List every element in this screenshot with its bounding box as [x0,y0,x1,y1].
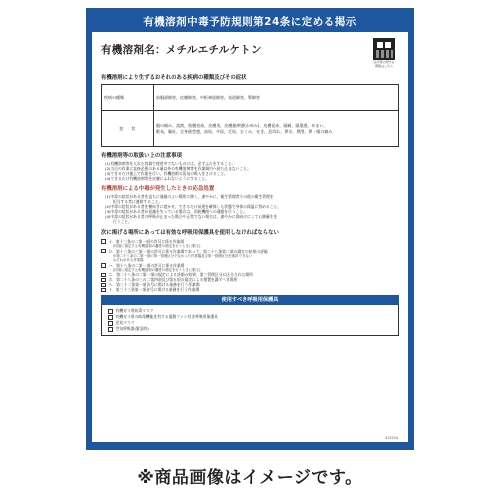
checkbox-icon [101,239,106,244]
handling-list [101,161,399,181]
equipment-text: 有機ガス用防毒マスク [115,308,154,314]
effects-table [101,84,399,147]
sign-title: 有機溶剤中毒予防規則第24条に定める掲示 [143,16,357,28]
equipment-text: 送気マスク [115,320,135,326]
checkbox-icon [101,263,106,268]
place-note: (同項に規定する有機溶剤の濃度の測定を行うときに限る) [113,267,201,272]
place-note: (同項に規定する有機溶剤の濃度の測定を行うときに限る) [113,244,201,248]
checkbox-icon [108,309,113,314]
emergency-title: 有機溶剤による中毒が発生したときの応急処置 [101,186,215,192]
place-text: ニ．第二十八条の二第一項の規定による評価の結果，第三管理区分に区分された場所 [108,272,253,278]
list-item: 担当する者に連絡すること。 [113,199,163,204]
place-text: ハ．第十八条の二第一項の許可に係る作業場 [108,262,185,268]
disease-label: 疾病の種類 [102,85,154,111]
sign-panel [92,32,408,442]
place-text: イ．第十三条の二第一項の許可に係る作業場 [108,239,185,244]
respirator-title: 次に掲げる場所にあっては有効な呼吸用保護具を使用しなければならない [101,230,279,236]
equipment-text: 有機ガス用の防毒機能を有する電動ファン付き呼吸用保護具 [115,314,218,320]
checkbox-icon [101,288,106,293]
place-row [101,287,399,292]
list-item: (3)できるだけ風上で作業を行い，有機溶剤の蒸気の吸入をさけること。 [105,171,229,176]
handling-title: 有機溶剤等の取扱い上の注意事項 [101,153,182,159]
image-caption: ※商品画像はイメージです。 [137,468,363,488]
checkbox-icon [108,327,113,332]
list-item: (1)中毒の症状がある者を直ちに通風のよい場所に移し，速やかに，衛生管理者その他の衛生管理を [105,194,274,199]
checkbox-icon [101,278,106,283]
equipment-list [101,305,399,336]
checkbox-icon [101,283,106,288]
product-code: 412534 [385,436,398,440]
place-note: が第二十八条の二第一項の第一管理区分でなかった作業場及び第一管理区分を維持できない [113,253,253,258]
respirator-places [101,239,399,292]
place-note: おそれがある作業場 [113,258,144,263]
qr-caption [373,61,394,68]
qr-code-icon [373,38,395,60]
effects-title: 有機溶剤により生ずるおそれのある疾病の種類及びその症状 [101,75,247,81]
equipment-title: 使用すべき呼吸用保護具 [101,295,399,305]
qr-caption-line-2: 情報はこちら [374,63,393,68]
table-row [102,111,399,147]
checkbox-icon [101,249,106,254]
list-item: (2)中毒の症状がある者を横向きに寝かせ，できるだけ気道を確保した状態で身体の保温に努めること。 [105,204,282,209]
emergency-list [101,194,399,224]
table-row [102,85,399,111]
qr-caption-line-1: 法令等に関する [373,60,395,64]
place-text: ホ．第二十八条の三の二第四項及び第五項の規定による措置を講ずべき場所 [108,277,238,283]
list-item: (2)当日の作業に直接必要のある量以外の有機溶剤等を作業場内へ持ち込まないこと。 [105,166,251,171]
list-item: (3)中毒の症状がある者が意識を失っている場合は，消防機関への通報を行うこと。 [105,209,248,214]
list-item: (1)有機溶剤等を入れた容器で使用中でないものには，必ずふたをすること。 [105,161,236,166]
place-text: ト．第三十三条第一項各号に掲げる業務を行う作業場 [108,287,200,293]
equipment-row [108,326,392,332]
symptom-line: 眠気，嘔吐，全身倦怠感，血尿，多尿，乏尿，むくみ，せき，息切れ，鼻水，鼻閉，鼻・喉の痛み [156,128,333,134]
checkbox-icon [108,321,113,326]
qr-block [369,38,399,68]
symptom-line: 眼の痛み，流涙，結膜充血，皮膚炎，皮膚掻痒感(かゆみ)，皮膚発赤，頭痛，頭重感，めまい， [156,123,328,129]
checkbox-icon [108,315,113,320]
place-text: ロ．第十三条の三第一項の許可に係る作業場であって，第二十八条第二項の測定の結果の評価 [108,248,268,254]
list-item: (4)できるだけ有機溶剤等を皮膚にふれないようにすること。 [105,176,210,181]
header-row [101,38,399,72]
list-item: 行うこと。 [113,219,132,224]
disease-value: 前眼部障害，皮膚障害，中枢神経障害，気道障害，腎障害 [154,85,399,111]
equipment-text: 空気呼吸器(緊急時) [115,326,149,332]
checkbox-icon [101,273,106,278]
symptom-label: 症 状 [102,111,154,147]
symptom-value [154,111,399,147]
substance-name: 有機溶剤名：メチルエチルケトン [101,44,262,56]
sign-board [86,8,414,450]
place-text: へ．第三十二条第一項各号に掲げる業務を行う作業場 [108,282,200,288]
list-item: (4)中毒の症状がある者の呼吸が止まった場合や正常でない場合は，速やかに仰向けにして心肺蘇生を [105,214,278,219]
